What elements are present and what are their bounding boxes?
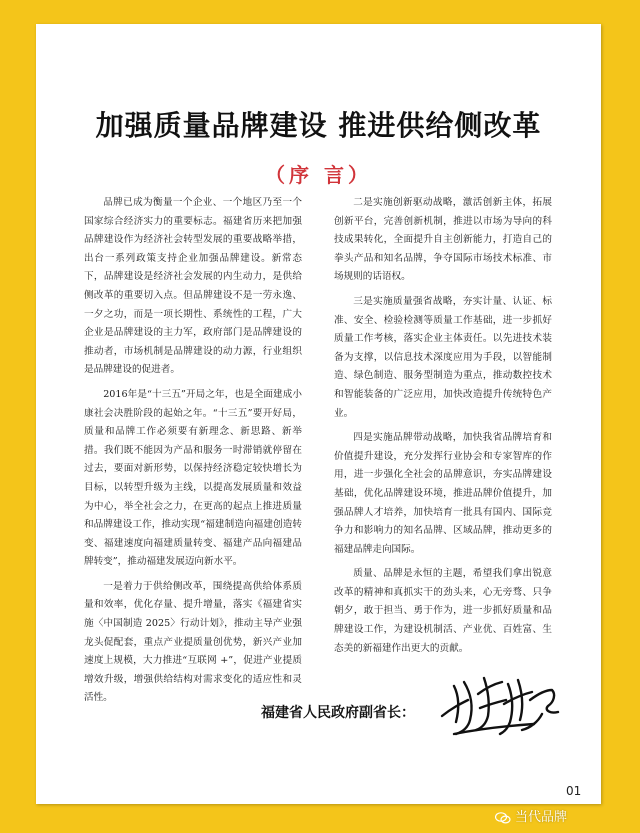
right-paragraph-1: 二是实施创新驱动战略，激活创新主体，拓展创新平台，完善创新机制，推进以市场为导向的科技成果转化，全面提升自主创新能力，打造自己的拳头产品和知名品牌，争夺国际市场技术标准、市场规则的话语权。 [334, 197, 552, 283]
left-paragraph-1: 品牌已成为衡量一个企业、一个地区乃至一个国家综合经济实力的重要标志。福建省历来把加强品牌建设作为经济社会转型发展的重要战略举措，出台一系列政策支持企业加强品牌建设。新常态下，品牌建设是经济社会发展的内生动力，是供给侧改革的重要切入点。但品牌建设不是一劳永逸、一夕之功，而是一项长期性、系统性的工程，广大企业是品牌建设的主力军，政府部门是品牌建设的推动者，市场机制是品牌建设的动力源，行业组织是品牌建设的促进者。 [84, 197, 302, 376]
watermark [495, 806, 567, 825]
left-paragraph-3: 一是着力于供给侧改革，围绕提高供给体系质量和效率，优化存量、提升增量，落实《福建省实施〈中国制造 2025〉行动计划》，推动主导产业强龙头促配套，重点产业提质量创优势，新兴产业加速度上规模，大力推进“互联网 +”，促进产业提质增效升级，增强供给结构对需求变化的适应性和灵活性。 [84, 580, 302, 704]
wechat-icon [495, 812, 511, 824]
left-column [84, 194, 302, 714]
document-page [36, 24, 601, 804]
left-paragraph-2: 2016年是“十三五”开局之年，也是全面建成小康社会决胜阶段的起始之年。“十三五”要开好局，质量和品牌工作必须要有新理念、新思路、新举措。我们既不能因为产品和服务一时滞销就停留在过去，要面对新形势，以保持经济稳定较快增长为目标，以转型升级为主线，以提高发展质量和效益为中心，举全社会之力，在更高的起点上推进质量和品牌建设工作，推动实现“福建制造向福建创造转变、福建速度向福建质量转变、福建产品向福建品牌转变”，推动福建发展迈向新水平。 [84, 388, 302, 568]
right-paragraph-2: 三是实施质量强省战略，夯实计量、认证、标准、安全、检验检测等质量工作基础，进一步抓好质量工作考核，落实企业主体责任。以先进技术装备为支撑，以信息技术深度应用为手段，以智能制造、绿色制造、服务型制造为重点，推动数控技术和智能装备的广泛应用，加快改造提升传统特色产业。 [334, 295, 552, 419]
right-paragraph-3: 四是实施品牌带动战略，加快我省品牌培育和价值提升建设，充分发挥行业协会和专家智库的作用，进一步强化全社会的品牌意识，夯实品牌建设基础，优化品牌建设环境，推进品牌价值提升，加强品牌人才培养，加快培育一批具有国内、国际竞争力和影响力的知名品牌、区域品牌，推动更多的福建品牌走向国际。 [334, 432, 552, 555]
page-subtitle: （序 言） [265, 163, 372, 187]
handwritten-signature [434, 664, 584, 744]
page-number: 01 [566, 784, 582, 798]
watermark-text: 当代品牌 [515, 810, 568, 825]
page-title: 加强质量品牌建设 推进供给侧改革 [95, 109, 542, 142]
right-paragraph-4: 质量、品牌是永恒的主题，希望我们拿出锐意改革的精神和真抓实干的劲头来，心无旁骛、只争朝夕，敢于担当、勇于作为，进一步抓好质量和品牌建设工作，为建设机制活、产业优、百姓富、生态美的新福建作出更大的贡献。 [334, 568, 552, 654]
right-column [334, 194, 552, 664]
signature-label: 福建省人民政府副省长： [261, 705, 415, 721]
